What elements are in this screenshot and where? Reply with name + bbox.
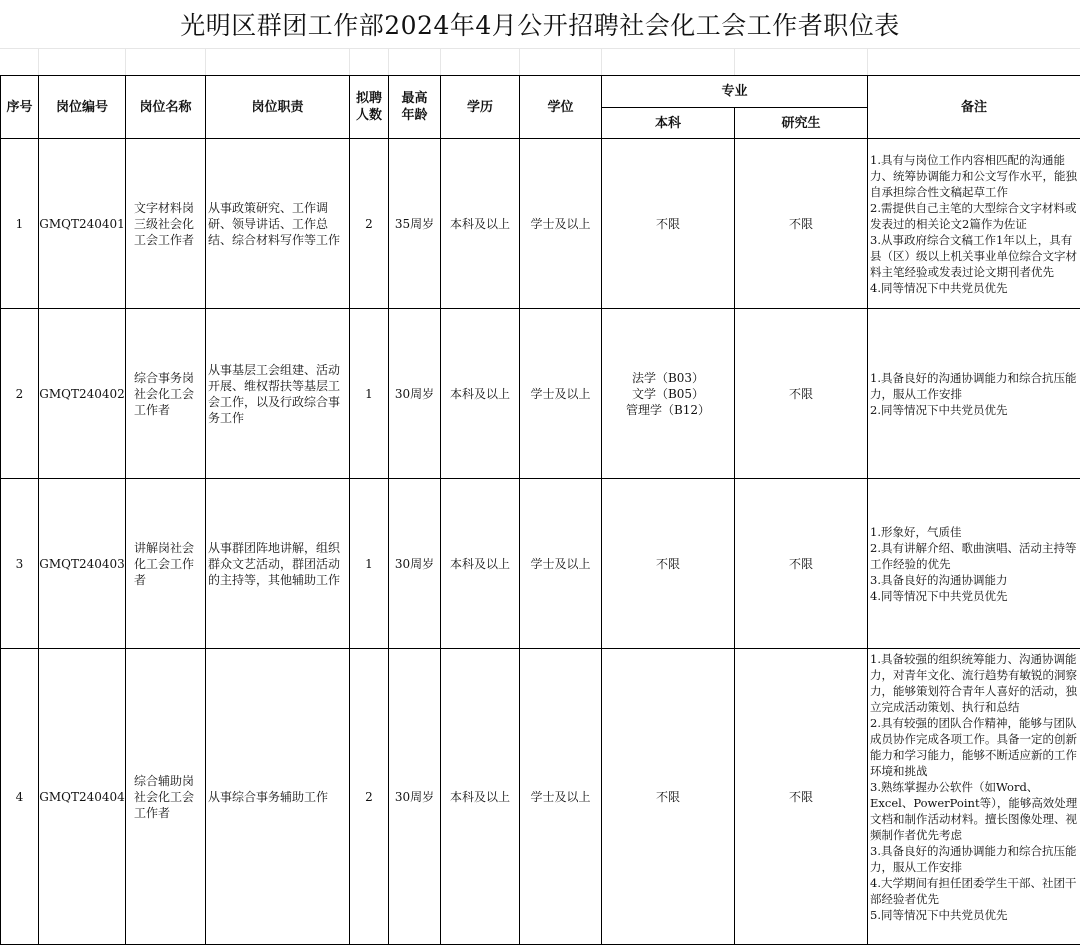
cell-code: GMQT240403	[39, 479, 126, 649]
remark-line: 2.具有较强的团队合作精神，能够与团队成员协作完成各项工作。具备一定的创新能力和学习能力，能够不断适应新的工作环境和挑战	[870, 715, 1079, 779]
cell-degree: 学士及以上	[520, 309, 602, 479]
remark-line: 4.同等情况下中共党员优先	[870, 588, 1079, 604]
header-age: 最高年龄	[389, 76, 441, 139]
cell-count: 1	[350, 479, 389, 649]
header-remarks: 备注	[868, 76, 1080, 139]
cell-age: 30周岁	[389, 649, 441, 945]
remark-line: 1.具备良好的沟通协调能力和综合抗压能力，服从工作安排	[870, 370, 1079, 402]
cell-grad: 不限	[735, 309, 868, 479]
cell-remarks	[868, 649, 1080, 945]
cell-edu: 本科及以上	[441, 649, 520, 945]
cell-count: 1	[350, 309, 389, 479]
header-code: 岗位编号	[39, 76, 126, 139]
table-row	[1, 309, 1080, 479]
cell-count: 2	[350, 139, 389, 309]
cell-code: GMQT240401	[39, 139, 126, 309]
header-count: 拟聘人数	[350, 76, 389, 139]
cell-seq: 4	[1, 649, 39, 945]
cell-grad: 不限	[735, 479, 868, 649]
header-undergrad: 本科	[602, 108, 735, 139]
remark-line: 3.具备良好的沟通协调能力和综合抗压能力，服从工作安排	[870, 843, 1079, 875]
cell-undergrad	[602, 309, 735, 479]
cell-grad: 不限	[735, 649, 868, 945]
remark-line: 2.需提供自己主笔的大型综合文字材料或发表过的相关论文2篇作为佐证	[870, 200, 1079, 232]
cell-name: 综合辅助岗社会化工会工作者	[126, 649, 206, 945]
major-line: 法学（B03）	[602, 370, 734, 386]
cell-age: 30周岁	[389, 309, 441, 479]
remark-line: 1.具有与岗位工作内容相匹配的沟通能力、统筹协调能力和公文写作水平，能独自承担综合性文稿起草工作	[870, 152, 1079, 200]
cell-remarks	[868, 309, 1080, 479]
cell-count: 2	[350, 649, 389, 945]
cell-name: 讲解岗社会化工会工作者	[126, 479, 206, 649]
cell-seq: 3	[1, 479, 39, 649]
cell-undergrad: 不限	[602, 649, 735, 945]
cell-undergrad: 不限	[602, 139, 735, 309]
cell-duty: 从事综合事务辅助工作	[206, 649, 350, 945]
major-line: 管理学（B12）	[602, 402, 734, 418]
positions-table	[0, 75, 1080, 945]
remark-line: 1.具备较强的组织统筹能力、沟通协调能力，对青年文化、流行趋势有敏锐的洞察力，能够策划符合青年人喜好的活动，独立完成活动策划、执行和总结	[870, 651, 1079, 715]
header-duty: 岗位职责	[206, 76, 350, 139]
cell-degree: 学士及以上	[520, 479, 602, 649]
cell-duty: 从事基层工会组建、活动开展、维权帮扶等基层工会工作，以及行政综合事务工作	[206, 309, 350, 479]
remark-line: 4.大学期间有担任团委学生干部、社团干部经验者优先	[870, 875, 1079, 907]
remark-line: 2.同等情况下中共党员优先	[870, 402, 1079, 418]
remark-line: 5.同等情况下中共党员优先	[870, 907, 1079, 923]
cell-undergrad: 不限	[602, 479, 735, 649]
header-grad: 研究生	[735, 108, 868, 139]
cell-edu: 本科及以上	[441, 479, 520, 649]
remark-line: 2.具有讲解介绍、歌曲演唱、活动主持等工作经验的优先	[870, 540, 1079, 572]
header-degree: 学位	[520, 76, 602, 139]
cell-remarks	[868, 479, 1080, 649]
cell-seq: 1	[1, 139, 39, 309]
remark-line: 4.同等情况下中共党员优先	[870, 280, 1079, 296]
cell-age: 30周岁	[389, 479, 441, 649]
cell-duty: 从事政策研究、工作调研、领导讲话、工作总结、综合材料写作等工作	[206, 139, 350, 309]
cell-remarks	[868, 139, 1080, 309]
remark-line: 3.从事政府综合文稿工作1年以上，具有县（区）级以上机关事业单位综合文字材料主笔经验或发表过论文期刊者优先	[870, 232, 1079, 280]
page-title: 光明区群团工作部2024年4月公开招聘社会化工会工作者职位表	[0, 0, 1080, 48]
cell-edu: 本科及以上	[441, 309, 520, 479]
cell-duty: 从事群团阵地讲解，组织群众文艺活动，群团活动的主持等，其他辅助工作	[206, 479, 350, 649]
cell-grad: 不限	[735, 139, 868, 309]
header-major: 专业	[602, 76, 868, 108]
cell-degree: 学士及以上	[520, 649, 602, 945]
table-row	[1, 479, 1080, 649]
cell-seq: 2	[1, 309, 39, 479]
header-name: 岗位名称	[126, 76, 206, 139]
cell-code: GMQT240404	[39, 649, 126, 945]
cell-name: 综合事务岗社会化工会工作者	[126, 309, 206, 479]
remarks-clip	[870, 651, 1079, 923]
spreadsheet-grid-row	[0, 48, 1080, 75]
cell-name: 文字材料岗三级社会化工会工作者	[126, 139, 206, 309]
major-line: 文学（B05）	[602, 386, 734, 402]
remark-line: 3.具备良好的沟通协调能力	[870, 572, 1079, 588]
cell-degree: 学士及以上	[520, 139, 602, 309]
table-row	[1, 139, 1080, 309]
header-seq: 序号	[1, 76, 39, 139]
remark-line: 1.形象好，气质佳	[870, 524, 1079, 540]
cell-edu: 本科及以上	[441, 139, 520, 309]
table-row	[1, 649, 1080, 945]
remark-line: 3.熟练掌握办公软件（如Word、Excel、PowerPoint等），能够高效处理文档和制作活动材料。擅长图像处理、视频制作者优先考虑	[870, 779, 1079, 843]
cell-code: GMQT240402	[39, 309, 126, 479]
cell-age: 35周岁	[389, 139, 441, 309]
header-edu: 学历	[441, 76, 520, 139]
